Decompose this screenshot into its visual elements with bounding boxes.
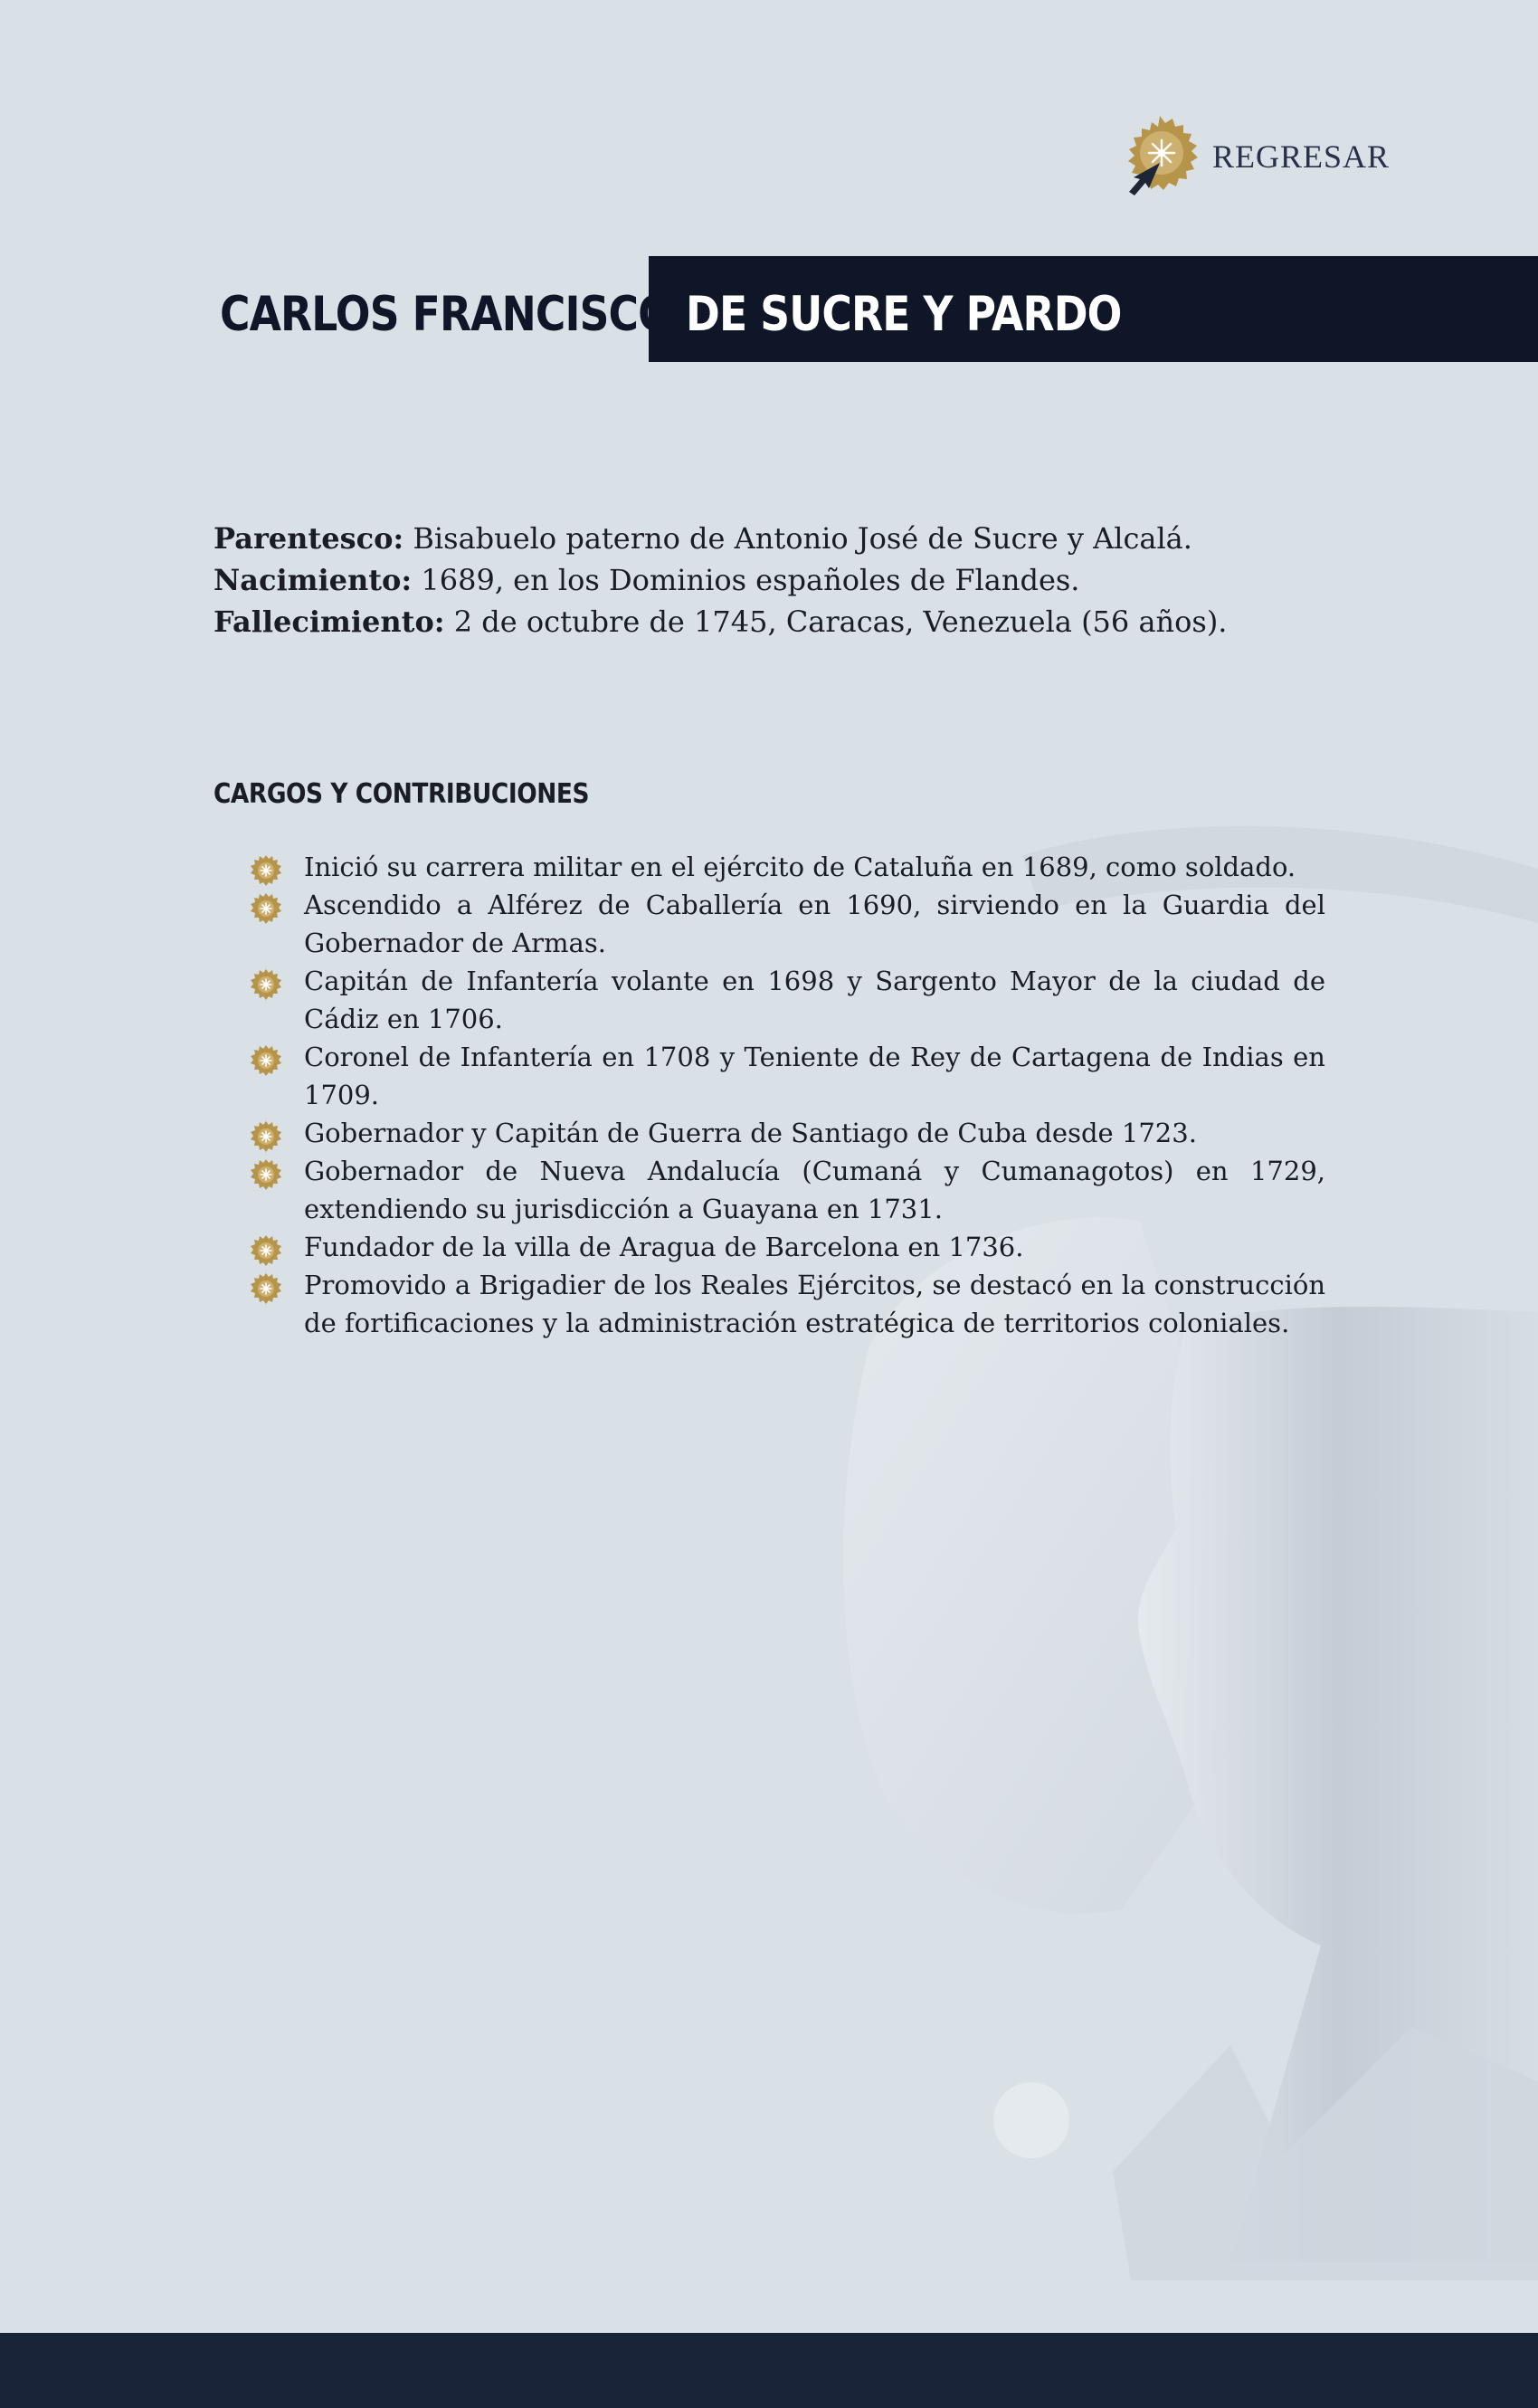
back-button[interactable] [1120, 116, 1390, 197]
title-part-2: DE SUCRE Y PARDO [686, 287, 1122, 342]
seal-bullet-icon [251, 1273, 281, 1304]
footer-bar [0, 2333, 1538, 2408]
seal-bullet-icon [251, 893, 281, 924]
list-item [244, 886, 1325, 962]
list-item-text: Fundador de la villa de Aragua de Barcelona en 1736. [304, 1232, 1024, 1262]
fact-parentesco [214, 518, 1227, 559]
fact-value: Bisabuelo paterno de Antonio José de Sucre y Alcalá. [413, 521, 1192, 556]
list-item [244, 962, 1325, 1038]
title-part-1: CARLOS FRANCISCO [220, 287, 673, 342]
list-item-text: Ascendido a Alférez de Caballería en 1690, sirviendo en la Guardia del Gobernador de Armas. [304, 890, 1325, 958]
fact-value: 2 de octubre de 1745, Caracas, Venezuela (56 años). [453, 604, 1228, 639]
fact-label: Fallecimiento: [214, 604, 445, 639]
seal-bullet-icon [251, 855, 281, 886]
list-item-text: Inició su carrera militar en el ejército de Cataluña en 1689, como soldado. [304, 852, 1296, 882]
list-item [244, 1152, 1325, 1228]
fact-value: 1689, en los Dominios españoles de Flandes. [421, 563, 1080, 597]
seal-bullet-icon [251, 969, 281, 1000]
list-item [244, 1228, 1325, 1266]
list-item-text: Promovido a Brigadier de los Reales Ejércitos, se destacó en la construcción de fortificaciones y la administración estratégica de territorios coloniales. [304, 1270, 1325, 1338]
list-item-text: Gobernador y Capitán de Guerra de Santiago de Cuba desde 1723. [304, 1118, 1197, 1148]
list-item-text: Coronel de Infantería en 1708 y Teniente de Rey de Cartagena de Indias en 1709. [304, 1042, 1325, 1110]
fact-nacimiento [214, 559, 1227, 601]
page-title [220, 271, 1122, 358]
fact-label: Nacimiento: [214, 563, 413, 597]
list-item [244, 1038, 1325, 1114]
list-item-text: Capitán de Infantería volante en 1698 y Sargento Mayor de la ciudad de Cádiz en 1706. [304, 966, 1325, 1034]
cursor-seal-icon [1120, 116, 1200, 197]
biography-facts [214, 518, 1227, 642]
section-heading: CARGOS Y CONTRIBUCIONES [214, 778, 590, 810]
list-item-text: Gobernador de Nueva Andalucía (Cumaná y Cumanagotos) en 1729, extendiendo su jurisdicción a Guayana en 1731. [304, 1156, 1325, 1224]
list-item [244, 1114, 1325, 1152]
seal-bullet-icon [251, 1121, 281, 1152]
list-item [244, 1266, 1325, 1342]
list-item [244, 848, 1325, 886]
contributions-list [244, 848, 1325, 1342]
fact-fallecimiento [214, 601, 1227, 642]
seal-bullet-icon [251, 1235, 281, 1266]
seal-bullet-icon [251, 1045, 281, 1076]
seal-bullet-icon [251, 1159, 281, 1190]
back-label: REGRESAR [1212, 138, 1391, 175]
fact-label: Parentesco: [214, 521, 404, 556]
